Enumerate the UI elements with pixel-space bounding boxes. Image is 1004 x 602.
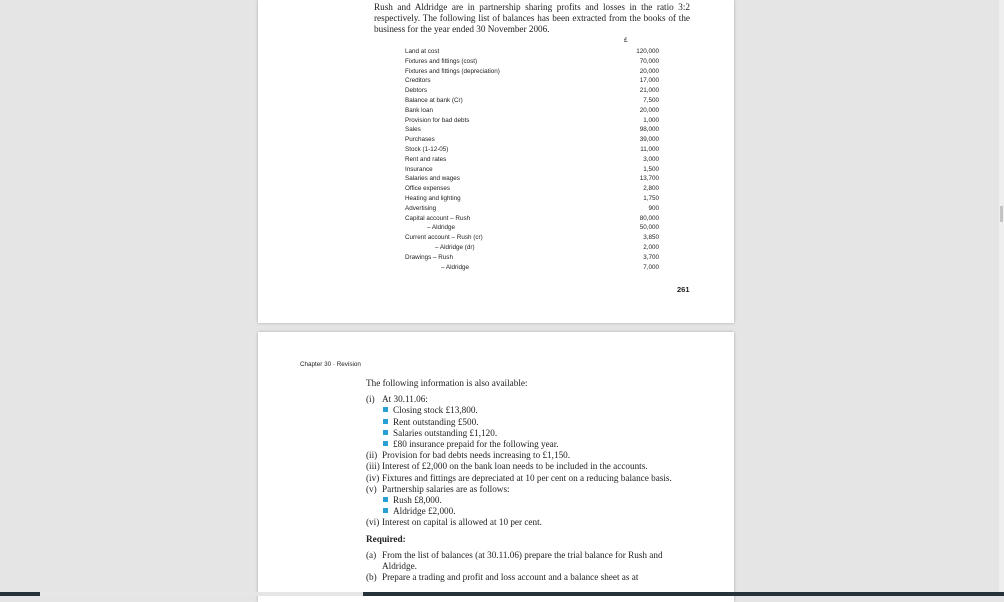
information-list (366, 378, 684, 583)
balance-label: Drawings – Rush (405, 253, 453, 261)
balance-label: Sales (405, 126, 421, 134)
item-iii (366, 461, 684, 472)
bullet-text: Rush £8,000. (393, 495, 442, 506)
vertical-scrollbar-thumb[interactable] (1000, 206, 1003, 222)
bullet-icon (383, 441, 388, 446)
chapter-header: Chapter 30 · Revision (300, 361, 361, 368)
bullet-item (366, 495, 684, 506)
balance-row (405, 243, 659, 253)
balance-value: 7,500 (643, 96, 659, 104)
balance-row (405, 233, 659, 243)
balance-row (405, 223, 659, 233)
balance-label: Office expenses (405, 185, 451, 193)
item-number: (v) (366, 483, 377, 494)
currency-header: £ (624, 37, 628, 44)
required-heading: Required: (366, 533, 406, 544)
balance-row (405, 57, 659, 67)
balance-row (405, 47, 659, 57)
balance-label: Capital account – Rush (405, 214, 471, 222)
bullet-item (366, 417, 684, 428)
balance-value: 98,000 (639, 126, 659, 134)
item-text: Interest of £2,000 on the bank loan needs to be included in the accounts. (382, 461, 648, 472)
intro-paragraph: Rush and Aldridge are in partnership sharing profits and losses in the ratio 3:2 respectively. The following list of balances has been extracted from the books of the business for the year ended 30 November 2006. (374, 2, 690, 35)
balance-label: Insurance (405, 165, 433, 173)
bullet-text: Aldridge £2,000. (393, 506, 456, 517)
balance-row (405, 67, 659, 77)
balance-label: Balance at bank (Cr) (405, 96, 463, 104)
balance-row (405, 263, 659, 273)
item-text: Fixtures and fittings are depreciated at 10 per cent on a reducing balance basis. (382, 472, 672, 483)
balance-label: Fixtures and fittings (depreciation) (405, 67, 500, 75)
balance-row (405, 214, 659, 224)
balance-row (405, 155, 659, 165)
item-iv (366, 473, 684, 484)
balance-row (405, 86, 659, 96)
bullet-text: £80 insurance prepaid for the following year. (393, 439, 559, 450)
bullet-icon (383, 497, 388, 502)
item-number: (a) (366, 549, 377, 560)
bullet-item (366, 428, 684, 439)
bullet-item (366, 506, 684, 517)
balance-row (405, 194, 659, 204)
vertical-scrollbar[interactable] (999, 0, 1004, 596)
balance-value: 39,000 (639, 136, 659, 144)
balance-row (405, 145, 659, 155)
balance-label: Rent and rates (405, 155, 447, 163)
balance-label: Provision for bad debts (405, 116, 470, 124)
balance-value: 3,850 (643, 234, 659, 242)
item-text: From the list of balances (at 30.11.06) prepare the trial balance for Rush and Aldridge. (382, 549, 663, 572)
item-number: (vi) (366, 517, 380, 528)
item-text: Provision for bad debts needs increasing to £1,150. (382, 450, 571, 461)
bullet-text: Salaries outstanding £1,120. (393, 427, 498, 438)
balance-value: 900 (648, 204, 659, 212)
balance-label: Creditors (405, 77, 431, 85)
balance-label: Stock (1-12-05) (405, 145, 449, 153)
balance-value: 70,000 (639, 57, 659, 65)
balance-value: 11,000 (640, 145, 659, 153)
balance-label: – Aldridge (441, 263, 470, 271)
balance-value: 1,000 (643, 116, 659, 124)
balance-value: 20,000 (639, 106, 659, 114)
balance-row (405, 116, 659, 126)
bullet-item (366, 439, 684, 450)
balance-value: 20,000 (639, 67, 659, 75)
item-ii (366, 450, 684, 461)
balance-value: 1,500 (643, 165, 659, 173)
item-a (366, 550, 684, 572)
balance-row (405, 174, 659, 184)
item-v (366, 484, 684, 495)
balance-label: Advertising (405, 204, 437, 212)
balance-row (405, 106, 659, 116)
balance-label: Heating and lighting (405, 194, 461, 202)
item-number: (b) (366, 572, 377, 583)
balance-row (405, 135, 659, 145)
item-number: (iv) (366, 472, 380, 483)
balance-label: Purchases (405, 136, 435, 144)
bullet-icon (383, 419, 388, 424)
bullet-text: Closing stock £13,800. (393, 405, 478, 416)
balance-value: 21,000 (639, 87, 659, 95)
pdf-page-262 (258, 332, 734, 602)
balance-row (405, 125, 659, 135)
balances-table (405, 47, 659, 272)
page-number: 261 (677, 285, 690, 294)
balance-label: – Aldridge (427, 224, 456, 232)
item-number: (ii) (366, 450, 378, 461)
balance-value: 7,000 (643, 263, 659, 271)
balance-value: 3,000 (643, 155, 659, 163)
balance-value: 80,000 (639, 214, 659, 222)
balance-value: 13,700 (639, 175, 659, 183)
item-text: At 30.11.06: (382, 394, 428, 405)
balance-value: 3,700 (643, 253, 659, 261)
balance-row (405, 165, 659, 175)
balance-value: 2,800 (643, 185, 659, 193)
balance-row (405, 184, 659, 194)
balance-row (405, 96, 659, 106)
item-b (366, 572, 684, 583)
item-text: Interest on capital is allowed at 10 per cent. (382, 517, 542, 528)
bullet-text: Rent outstanding £500. (393, 416, 479, 427)
bullet-icon (383, 407, 388, 412)
balance-value: 17,000 (639, 77, 659, 85)
balance-value: 1,750 (643, 194, 659, 202)
balance-label: Land at cost (405, 48, 440, 55)
horizontal-scrollbar-thumb[interactable] (40, 592, 363, 596)
item-text: Prepare a trading and profit and loss account and a balance sheet as at (382, 572, 639, 583)
bullet-icon (383, 508, 388, 513)
bullet-icon (383, 430, 388, 435)
item-number: (i) (366, 394, 375, 405)
item-number: (iii) (366, 461, 380, 472)
balance-row (405, 76, 659, 86)
pdf-page-261 (258, 0, 734, 323)
info-intro: The following information is also available: (366, 378, 528, 388)
balance-value: 50,000 (639, 224, 659, 232)
balance-label: Bank loan (405, 106, 434, 114)
balance-label: Current account – Rush (cr) (405, 234, 483, 242)
bullet-item (366, 405, 684, 416)
balance-label: Debtors (405, 87, 428, 95)
balance-row (405, 204, 659, 214)
balance-label: – Aldridge (dr) (435, 243, 475, 251)
item-text: Partnership salaries are as follows: (382, 483, 510, 494)
item-i (366, 394, 684, 405)
balance-label: Fixtures and fittings (cost) (405, 57, 478, 65)
balance-row (405, 253, 659, 263)
balance-value: 2,000 (643, 243, 659, 251)
balance-value: 120,000 (636, 48, 659, 55)
item-vi (366, 517, 684, 528)
balance-label: Salaries and wages (405, 175, 460, 183)
